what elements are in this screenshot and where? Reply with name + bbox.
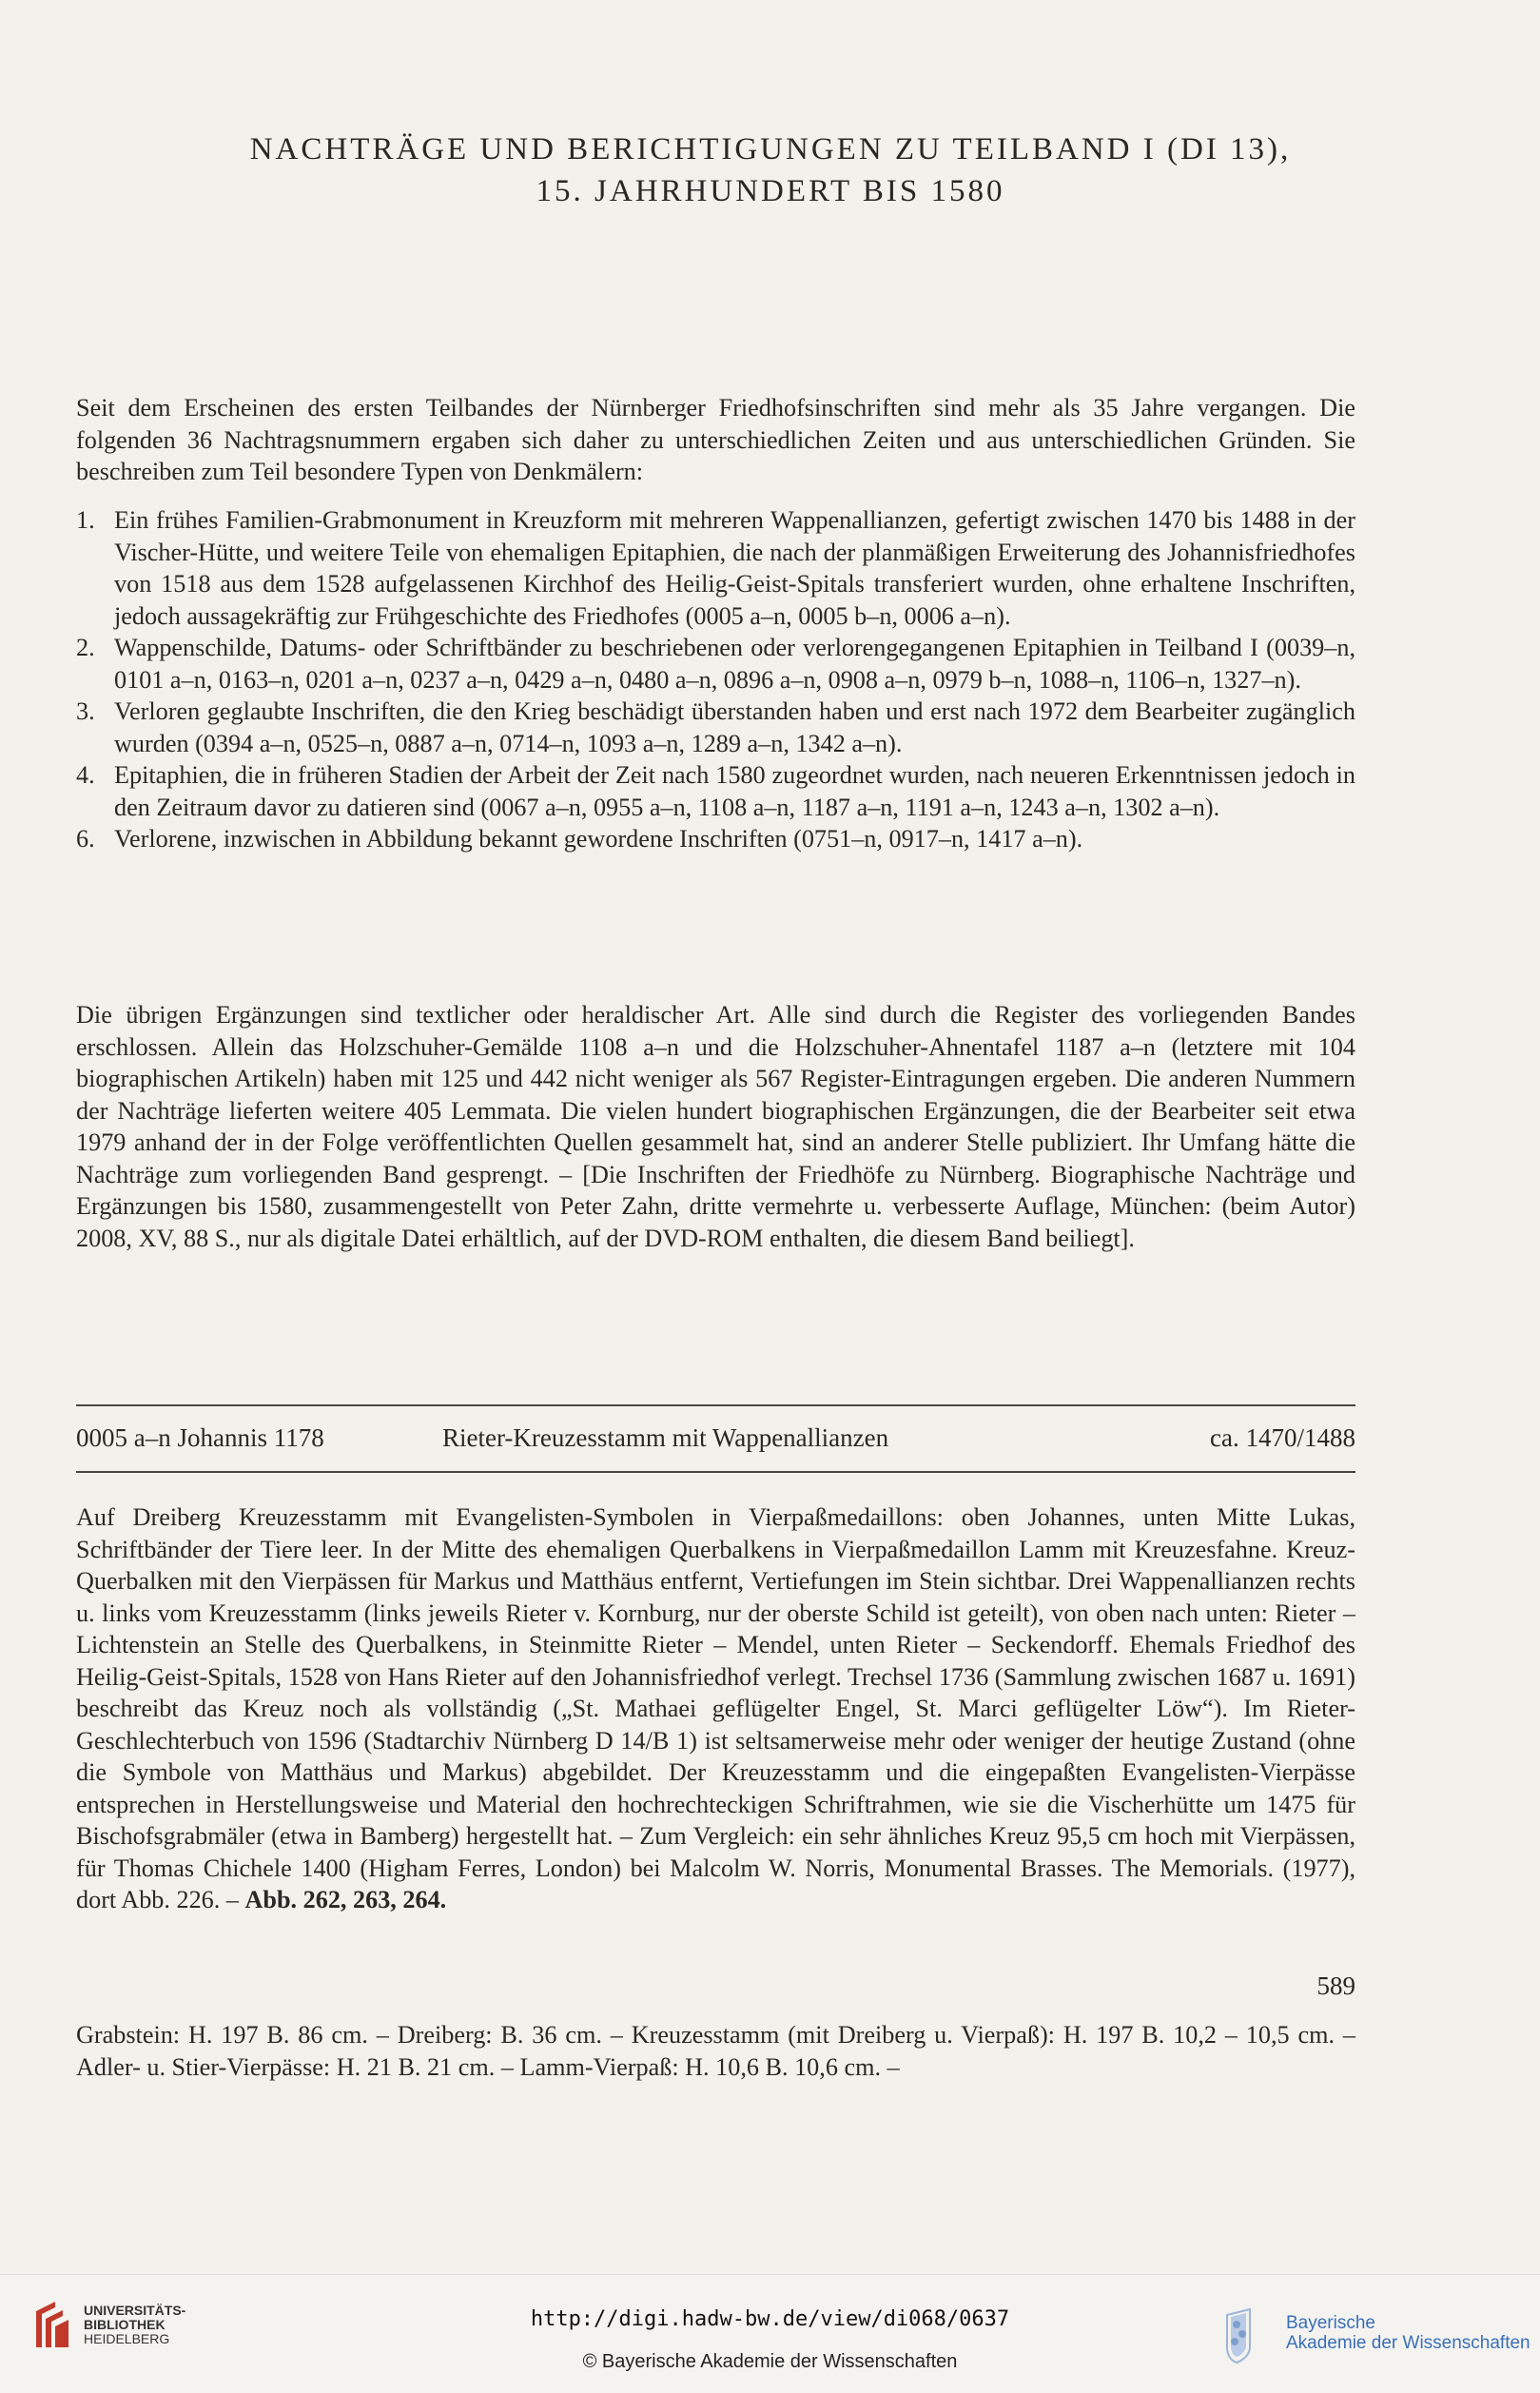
list-item <box>76 696 1355 759</box>
uni-name-line-3: HEIDELBERG <box>84 2331 170 2346</box>
uni-name-line-1: UNIVERSITÄTS- <box>84 2303 186 2318</box>
list-item-text: Epitaphien, die in früheren Stadien der Arbeit der Zeit nach 1580 zugeordnet wurden, nach neueren Erkenntnissen jedoch in den Zeitraum davor zu datieren sind (0067 a–n, 0955 a–n, 1108 a–n, 1187 a–n, 1191 a–n, 1243 a–n, 1302 a–n). <box>114 761 1355 821</box>
uni-name-line-2: BIBLIOTHEK <box>84 2317 166 2332</box>
entry-id: 0005 a–n Johannis 1178 <box>76 1423 324 1452</box>
supplement-paragraph: Die übrigen Ergänzungen sind textlicher oder heraldischer Art. Alle sind durch die Register des vorliegenden Bandes erschlossen. Allein das Holzschuher-Gemälde 1108 a–n und die Holzschuher-Ahnentafel 1187 a–n (letztere mit 104 biographischen Artikeln) haben mit 125 und 442 nicht weniger als 567 Register-Eintragungen ergeben. Die anderen Nummern der Nachträge lieferten weitere 405 Lemmata. Die vielen hundert biographischen Ergänzungen, die der Bearbeiter seit etwa 1979 anhand der in der Folge veröffentlichten Quellen gesammelt hat, sind an anderer Stelle publiziert. Ihr Umfang hätte die Nachträge zum vorliegenden Band gesprengt. – [Die Inschriften der Friedhöfe zu Nürnberg. Biographische Nachträge und Ergänzungen bis 1580, zusammengestellt von Peter Zahn, dritte vermehrte u. verbesserte Auflage, München: (beim Autor) 2008, XV, 88 S., nur als digitale Datei erhältlich, auf der DVD-ROM enthalten, die diesem Band beiliegt]. <box>76 1001 1355 1252</box>
academy-logo-icon <box>1208 2296 1294 2372</box>
list-item-number: 3. <box>76 697 95 725</box>
list-item-text: Verloren geglaubte Inschriften, die den Krieg beschädigt überstanden haben und erst nach 1972 dem Bearbeiter zugänglich wurden (0394 a–n, 0525–n, 0887 a–n, 0714–n, 1093 a–n, 1289 a–n, 1342 a–n). <box>114 697 1355 757</box>
entry-rule-top <box>76 1404 1355 1406</box>
list-item-number: 1. <box>76 506 95 534</box>
page-heading <box>76 128 1465 212</box>
list-item <box>76 504 1355 632</box>
list-item-number: 2. <box>76 634 95 661</box>
viewer-footer <box>0 2274 1540 2393</box>
list-item-text: Verlorene, inzwischen in Abbildung bekannt gewordene Inschriften (0751–n, 0917–n, 1417 a–n). <box>114 825 1083 853</box>
entry-title: Rieter-Kreuzesstamm mit Wappenallianzen <box>442 1423 889 1452</box>
list-item-number: 6. <box>76 825 95 853</box>
permalink-url[interactable]: http://digi.hadw-bw.de/view/di068/0637 <box>530 2307 1010 2331</box>
heading-line-2: 15. JAHRHUNDERT BIS 1580 <box>536 174 1005 208</box>
figure-reference: Abb. 262, 263, 264. <box>244 1886 447 1913</box>
list-item-text: Wappenschilde, Datums- oder Schriftbänder zu beschriebenen oder verlorengegangenen Epitaphien in Teilband I (0039–n, 0101 a–n, 0163–n, 0201 a–n, 0237 a–n, 0429 a–n, 0480 a–n, 0896 a–n, 0908 a–n, 0979 b–n, 1088–n, 1106–n, 1327–n). <box>114 634 1355 694</box>
page-number: 589 <box>1316 1971 1355 2000</box>
category-list <box>76 504 1355 855</box>
list-item <box>76 823 1355 855</box>
academy-name-line-1: Bayerische <box>1286 2313 1375 2333</box>
list-item <box>76 759 1355 823</box>
heading-line-1: NACHTRÄGE UND BERICHTIGUNGEN ZU TEILBAND I (DI 13), <box>249 132 1292 167</box>
copyright-notice: © Bayerische Akademie der Wissenschaften <box>582 2351 958 2372</box>
academy-name-line-2: Akademie der Wissenschaften <box>1286 2333 1530 2353</box>
entry-date: ca. 1470/1488 <box>1210 1423 1355 1452</box>
entry-header <box>76 1420 1355 1458</box>
list-item-number: 4. <box>76 761 95 789</box>
entry-description <box>76 1501 1355 1916</box>
description-text: Auf Dreiberg Kreuzesstamm mit Evangelisten-Symbolen in Vierpaßmedaillons: oben Johannes, unten Mitte Lukas, Schriftbänder der Tiere leer. In der Mitte des ehemaligen Querbalkens in Vierpaßmedaillon Lamm mit Kreuzesfahne. Kreuz-Querbalken mit den Vierpässen für Markus und Matthäus entfernt, Vertiefungen im Stein sichtbar. Drei Wappenallianzen rechts u. links vom Kreuzesstamm (links jeweils Rieter v. Kornburg, nur der oberste Schild ist geteilt), von oben nach unten: Rieter – Lichtenstein an Stelle des Querbalkens, in Steinmitte Rieter – Mendel, unten Rieter – Seckendorff. Ehemals Friedhof des Heilig-Geist-Spitals, 1528 von Hans Rieter auf den Johannisfriedhof verlegt. Trechsel 1736 (Sammlung zwischen 1687 u. 1691) beschreibt das Kreuz noch als vollständig („St. Mathaei geflügelter Engel, St. Marci geflügelter Löw“). Im Rieter-Geschlechterbuch von 1596 (Stadtarchiv Nürnberg D 14/B 1) ist seltsamerweise mehr oder weniger der heutige Zustand (ohne die Symbole von Matthäus und Markus) abgebildet. Der Kreuzesstamm und die eingepaßten Evangelisten-Vierpässe entsprechen in Herstellungsweise und Material den hochrechteckigen Schriftrahmen, wie sie die Vischerhütte um 1475 für Bischofsgrabmäler (etwa in Bamberg) hergestellt hat. – Zum Vergleich: ein sehr ähnliches Kreuz 95,5 cm hoch mit Vierpässen, für Thomas Chichele 1400 (Higham Ferres, London) bei Malcolm W. Norris, Monumental Brasses. The Memorials. (1977), dort Abb. 226. – <box>76 1503 1355 1913</box>
list-item-text: Ein frühes Familien-Grabmonument in Kreuzform mit mehreren Wappenallianzen, gefertigt zwischen 1470 bis 1488 in der Vischer-Hütte, und weitere Teile von ehemaligen Epitaphien, die nach der planmäßigen Erweiterung des Johannisfriedhofes von 1518 aus dem 1528 aufgelassenen Kirchhof des Heilig-Geist-Spitals transferiert wurden, ohne erhaltene Inschriften, jedoch aussagekräftig zur Frühgeschichte des Friedhofes (0005 a–n, 0005 b–n, 0006 a–n). <box>114 506 1355 630</box>
list-item <box>76 632 1355 696</box>
entry-measurements: Grabstein: H. 197 B. 86 cm. – Dreiberg: B. 36 cm. – Kreuzesstamm (mit Dreiberg u. Vierpaß): H. 197 B. 10,2 – 10,5 cm. – Adler- u. Stier-Vierpässe: H. 21 B. 21 cm. – Lamm-Vierpaß: H. 10,6 B. 10,6 cm. – <box>76 2021 1355 2081</box>
academy-name <box>1286 2313 1530 2353</box>
entry-rule-bottom <box>76 1471 1355 1473</box>
intro-paragraph: Seit dem Erscheinen des ersten Teilbandes der Nürnberger Friedhofsinschriften sind mehr als 35 Jahre vergangen. Die folgenden 36 Nachtragsnummern ergaben sich daher zu unterschiedlichen Zeiten und aus unterschiedlichen Gründen. Sie beschreiben zum Teil besondere Typen von Denkmälern: <box>76 394 1355 485</box>
